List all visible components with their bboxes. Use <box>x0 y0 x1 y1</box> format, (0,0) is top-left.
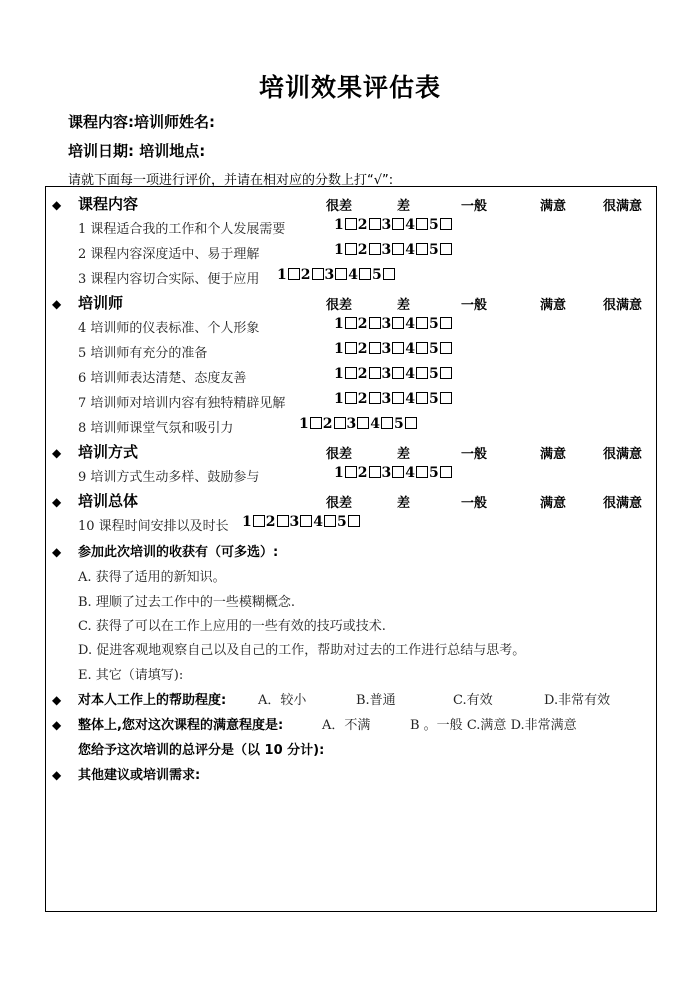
gain-option-c[interactable]: C. 获得了可以在工作上应用的一些有效的技巧或技术. <box>78 619 386 634</box>
checkbox[interactable] <box>416 367 428 379</box>
rating-number: 4 <box>348 267 358 283</box>
rating-number: 2 <box>300 267 311 283</box>
scale-label: 差 <box>397 496 411 511</box>
checkbox[interactable] <box>345 466 357 478</box>
diamond-bullet-icon: ◆ <box>52 495 62 509</box>
checkbox[interactable] <box>416 342 428 354</box>
checkbox[interactable] <box>369 243 381 255</box>
scale-label: 差 <box>397 199 411 214</box>
checkbox[interactable] <box>440 367 452 379</box>
rating-number: 3 <box>381 341 392 357</box>
rating-number: 2 <box>357 391 368 407</box>
rating-number: 2 <box>265 514 276 530</box>
checkbox[interactable] <box>312 268 324 280</box>
other-suggestions <box>52 764 200 783</box>
scale-label: 很满意 <box>603 199 643 214</box>
checkbox[interactable] <box>369 317 381 329</box>
rating-number: 1 <box>277 267 287 283</box>
rating-number: 5 <box>429 242 439 258</box>
section-header <box>52 490 138 511</box>
checkbox[interactable] <box>392 367 404 379</box>
rating-scale <box>334 341 453 357</box>
checkbox[interactable] <box>392 392 404 404</box>
scale-label: 一般 <box>461 447 488 462</box>
scale-label: 差 <box>397 298 411 313</box>
help-option-c[interactable]: C.有效 <box>453 693 493 708</box>
checkbox[interactable] <box>345 392 357 404</box>
instruction-text: 请就下面每一项进行评价，并请在相对应的分数上打“√”: <box>68 173 394 188</box>
checkbox[interactable] <box>369 218 381 230</box>
rating-number: 5 <box>429 391 439 407</box>
rating-number: 5 <box>429 316 439 332</box>
rating-number: 2 <box>357 465 368 481</box>
section-header <box>52 292 123 313</box>
checkbox[interactable] <box>288 268 300 280</box>
rating-number: 1 <box>334 242 344 258</box>
rating-item: 1 课程适合我的工作和个人发展需要 <box>78 222 286 237</box>
checkbox[interactable] <box>253 515 265 527</box>
satisfaction-question <box>52 714 283 733</box>
rating-number: 2 <box>357 316 368 332</box>
rating-scale <box>299 416 418 432</box>
rating-number: 5 <box>429 366 439 382</box>
section-title: 培训师 <box>78 294 124 312</box>
rating-number: 1 <box>242 514 252 530</box>
scale-label: 很满意 <box>603 447 643 462</box>
rating-item: 8 培训师课堂气氛和吸引力 <box>78 421 234 436</box>
checkbox[interactable] <box>416 218 428 230</box>
other-suggestions-text: 其他建议或培训需求: <box>78 768 201 783</box>
checkbox[interactable] <box>440 342 452 354</box>
scale-label: 很满意 <box>603 298 643 313</box>
diamond-bullet-icon: ◆ <box>52 297 62 311</box>
scale-label: 一般 <box>461 199 488 214</box>
checkbox[interactable] <box>277 515 289 527</box>
rating-scale <box>242 514 361 530</box>
checkbox[interactable] <box>369 367 381 379</box>
rating-number: 4 <box>405 217 415 233</box>
checkbox[interactable] <box>416 243 428 255</box>
checkbox[interactable] <box>383 268 395 280</box>
rating-number: 3 <box>381 366 392 382</box>
scale-label: 很满意 <box>603 496 643 511</box>
diamond-bullet-icon: ◆ <box>52 768 62 782</box>
rating-number: 2 <box>357 341 368 357</box>
gains-question-text: 参加此次培训的收获有（可多选）: <box>78 545 279 560</box>
date-location-line: 培训日期: 培训地点: <box>68 142 206 160</box>
checkbox[interactable] <box>334 417 346 429</box>
gain-option-e[interactable]: E. 其它（请填写): <box>78 668 184 683</box>
scale-label: 很差 <box>326 447 353 462</box>
scale-label: 满意 <box>540 298 567 313</box>
rating-item: 7 培训师对培训内容有独特精辟见解 <box>78 396 286 411</box>
section-title: 课程内容 <box>78 195 139 213</box>
rating-number: 1 <box>334 366 344 382</box>
rating-number: 5 <box>394 416 404 432</box>
diamond-bullet-icon: ◆ <box>52 198 62 212</box>
rating-number: 2 <box>357 242 368 258</box>
rating-number: 4 <box>405 341 415 357</box>
rating-number: 4 <box>405 465 415 481</box>
scale-label: 一般 <box>461 496 488 511</box>
checkbox[interactable] <box>392 466 404 478</box>
rating-number: 1 <box>334 316 344 332</box>
section-title: 培训方式 <box>78 443 139 461</box>
rating-item: 6 培训师表达清楚、态度友善 <box>78 371 247 386</box>
section-header <box>52 193 138 214</box>
checkbox[interactable] <box>392 243 404 255</box>
help-option-d[interactable]: D.非常有效 <box>544 693 611 708</box>
scale-label: 一般 <box>461 298 488 313</box>
satisfaction-question-text: 整体上,您对这次课程的满意程度是: <box>78 718 284 733</box>
total-score-question: 您给予这次培训的总评分是（以 10 分计): <box>78 743 325 758</box>
checkbox[interactable] <box>324 515 336 527</box>
section-header <box>52 441 138 462</box>
rating-scale <box>334 391 453 407</box>
rating-number: 3 <box>381 316 392 332</box>
checkbox[interactable] <box>440 466 452 478</box>
gain-option-b[interactable]: B. 理顺了过去工作中的一些模糊概念. <box>78 595 295 610</box>
checkbox[interactable] <box>345 317 357 329</box>
help-question-text: 对本人工作上的帮助程度: <box>78 693 227 708</box>
scale-label: 很差 <box>326 199 353 214</box>
checkbox[interactable] <box>440 218 452 230</box>
checkbox[interactable] <box>345 342 357 354</box>
rating-scale <box>334 316 453 332</box>
rating-number: 2 <box>357 217 368 233</box>
scale-label: 很差 <box>326 496 353 511</box>
rating-number: 3 <box>381 391 392 407</box>
rating-number: 4 <box>405 316 415 332</box>
rating-scale <box>334 242 453 258</box>
scale-label: 满意 <box>540 496 567 511</box>
rating-number: 1 <box>334 391 344 407</box>
rating-number: 3 <box>289 514 300 530</box>
checkbox[interactable] <box>416 392 428 404</box>
rating-number: 1 <box>334 465 344 481</box>
gain-option-d[interactable]: D. 促进客观地观察自己以及自己的工作，帮助对过去的工作进行总结与思考。 <box>78 643 526 658</box>
checkbox[interactable] <box>381 417 393 429</box>
checkbox[interactable] <box>345 243 357 255</box>
rating-number: 3 <box>346 416 357 432</box>
checkbox[interactable] <box>416 466 428 478</box>
checkbox[interactable] <box>369 466 381 478</box>
rating-number: 5 <box>337 514 347 530</box>
checkbox[interactable] <box>300 515 312 527</box>
rating-number: 4 <box>405 391 415 407</box>
diamond-bullet-icon: ◆ <box>52 693 62 707</box>
checkbox[interactable] <box>345 218 357 230</box>
rating-number: 3 <box>324 267 335 283</box>
rating-scale <box>334 217 453 233</box>
rating-number: 1 <box>334 341 344 357</box>
satisfaction-options-rest[interactable]: B 。一般 C.满意 D.非常满意 <box>410 718 577 733</box>
checkbox[interactable] <box>392 342 404 354</box>
checkbox[interactable] <box>440 243 452 255</box>
gains-question <box>52 541 278 560</box>
rating-item: 10 课程时间安排以及时长 <box>78 519 229 534</box>
help-option-b[interactable]: B.普通 <box>356 693 396 708</box>
checkbox[interactable] <box>310 417 322 429</box>
checkbox[interactable] <box>416 317 428 329</box>
diamond-bullet-icon: ◆ <box>52 718 62 732</box>
rating-item: 2 课程内容深度适中、易于理解 <box>78 247 260 262</box>
checkbox[interactable] <box>369 342 381 354</box>
form-title: 培训效果评估表 <box>258 73 441 102</box>
rating-scale <box>334 465 453 481</box>
satisfaction-option-a[interactable]: A．不满 <box>322 718 371 733</box>
rating-number: 5 <box>429 465 439 481</box>
scale-label: 差 <box>397 447 411 462</box>
rating-scale <box>277 267 396 283</box>
checkbox[interactable] <box>405 417 417 429</box>
scale-label: 满意 <box>540 199 567 214</box>
rating-number: 5 <box>429 341 439 357</box>
rating-item: 5 培训师有充分的准备 <box>78 346 208 361</box>
checkbox[interactable] <box>335 268 347 280</box>
rating-item: 4 培训师的仪表标准、个人形象 <box>78 321 260 336</box>
scale-label: 满意 <box>540 447 567 462</box>
rating-number: 4 <box>370 416 380 432</box>
rating-item: 9 培训方式生动多样、鼓励参与 <box>78 470 260 485</box>
rating-number: 5 <box>429 217 439 233</box>
help-option-a[interactable]: A．较小 <box>258 693 307 708</box>
section-title: 培训总体 <box>78 492 139 510</box>
rating-number: 4 <box>405 242 415 258</box>
rating-item: 3 课程内容切合实际、便于应用 <box>78 272 260 287</box>
rating-number: 3 <box>381 465 392 481</box>
rating-number: 4 <box>405 366 415 382</box>
rating-number: 2 <box>322 416 333 432</box>
course-trainer-line: 课程内容:培训师姓名: <box>68 113 215 131</box>
checkbox[interactable] <box>440 317 452 329</box>
rating-scale <box>334 366 453 382</box>
checkbox[interactable] <box>357 417 369 429</box>
diamond-bullet-icon: ◆ <box>52 545 62 559</box>
gain-option-a[interactable]: A. 获得了适用的新知识。 <box>78 570 226 585</box>
scale-label: 很差 <box>326 298 353 313</box>
rating-number: 4 <box>313 514 323 530</box>
rating-number: 1 <box>334 217 344 233</box>
diamond-bullet-icon: ◆ <box>52 446 62 460</box>
rating-number: 5 <box>372 267 382 283</box>
rating-number: 2 <box>357 366 368 382</box>
rating-number: 3 <box>381 217 392 233</box>
checkbox[interactable] <box>369 392 381 404</box>
checkbox[interactable] <box>392 218 404 230</box>
checkbox[interactable] <box>392 317 404 329</box>
checkbox[interactable] <box>440 392 452 404</box>
rating-number: 3 <box>381 242 392 258</box>
checkbox[interactable] <box>345 367 357 379</box>
rating-number: 1 <box>299 416 309 432</box>
checkbox[interactable] <box>359 268 371 280</box>
help-question <box>52 689 226 708</box>
checkbox[interactable] <box>348 515 360 527</box>
